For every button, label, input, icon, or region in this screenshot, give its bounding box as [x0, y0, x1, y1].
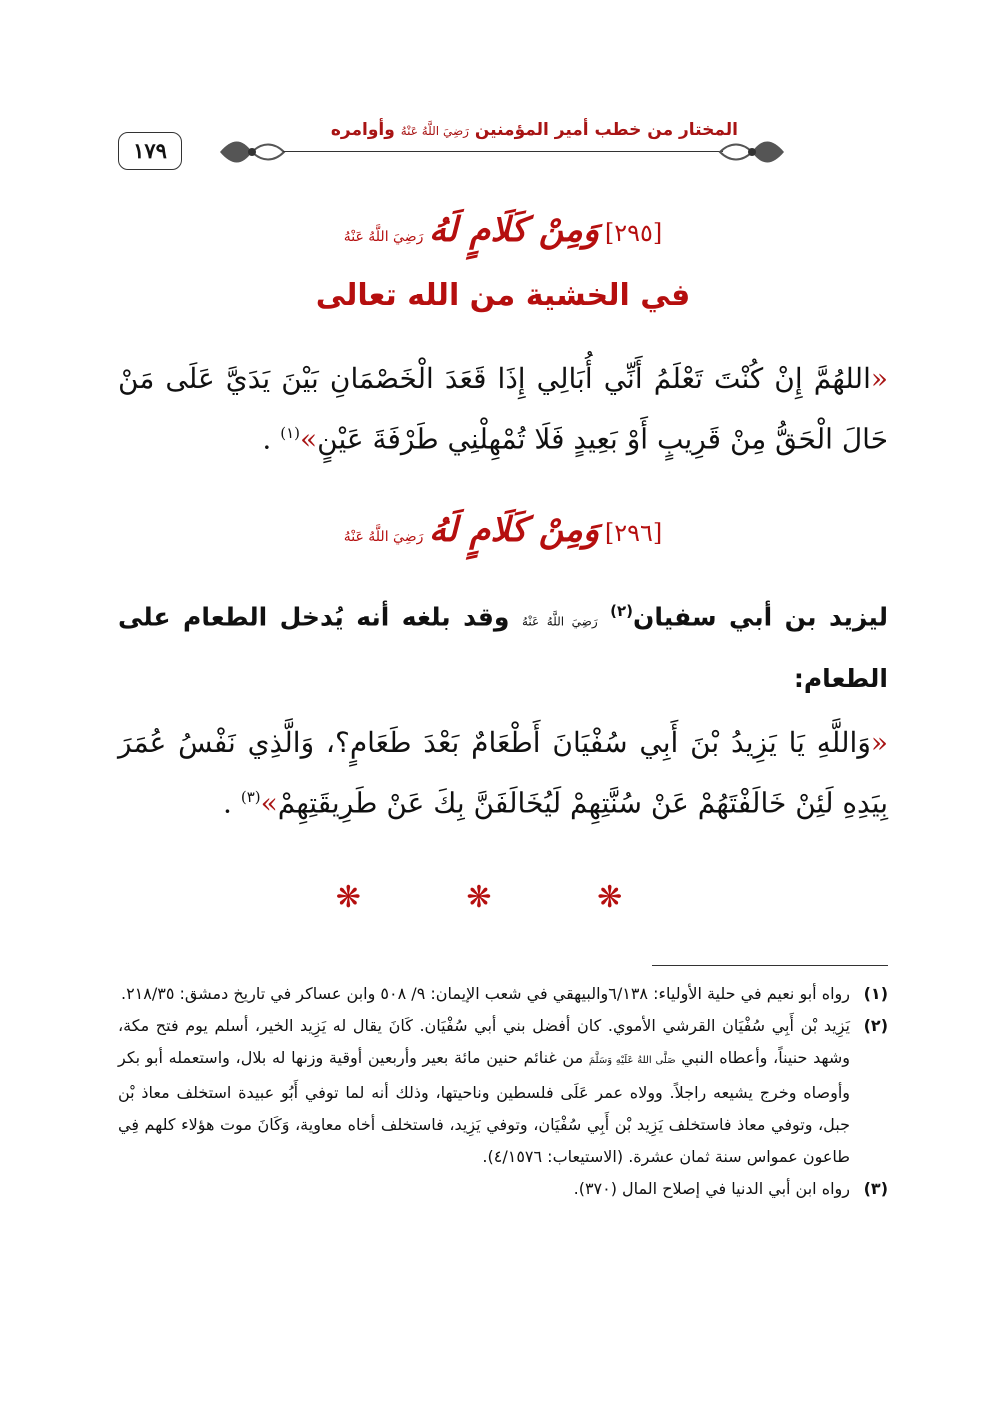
sentence-end: . [262, 422, 281, 456]
quote-close-mark: » [260, 786, 278, 820]
footnote-mark: (٢) [863, 1016, 888, 1035]
header-rule [283, 151, 723, 152]
intro-paragraph-296 [118, 582, 888, 708]
section-honorific: رَضِيَ اللَّهُ عَنْهُ [343, 229, 424, 245]
footnote-text-b: من غنائم حنين مائة بعير وأربعين أوقية وزنها له بلال، واستعمله أبو بكر وأوصاه وخرج يشيعه راجلاً. وولاه عمر عَلَى فلسطين وناحيتها، وذلك أنه لما توفي أَبُو عبيدة استخلف معاذ بْن جبل، وتوفي معاذ فاستخلف يَزِيد بْن أَبِي سُفْيَان، وتوفي يَزِيد، فاستخلف أخاه معاوية، وَكَانَ موت هؤلاء كلهم فِي طاعون عمواس سنة ثمان عشرة. (الاستيعاب: ٤/١٥٧٦). [118, 1048, 850, 1166]
section-number: [٢٩٥] [604, 219, 663, 247]
running-header [118, 118, 888, 196]
page-number: ١٧٩ [118, 132, 182, 170]
footnote-text [118, 1010, 850, 1173]
footnote-text: رواه ابن أبي الدنيا في إصلاح المال (٣٧٠). [573, 1179, 850, 1198]
quote-open-mark: « [870, 726, 888, 759]
footnote-item [118, 978, 888, 1010]
section-honorific: رَضِيَ اللَّهُ عَنْهُ [343, 529, 424, 545]
header-title-end: وأوامره [330, 120, 395, 140]
section-heading-text: وَمِنْ كَلَامٍ لَهُ [428, 510, 600, 550]
quote-close-mark: » [300, 422, 318, 456]
footnotes [118, 978, 888, 1205]
quote-text: وَاللَّهِ يَا يَزِيدُ بْنَ أَبِي سُفْيَانَ أَطْعَامٌ بَعْدَ طَعَامٍ؟، وَالَّذِي نَفْسُ عُمَرَ بِيَدِهِ لَئِنْ خَالَفْتَهُمْ عَنْ سُنَّتِهِمْ لَيُخَالَفَنَّ بِكَ عَنْ طَرِيقَتِهِمْ [118, 726, 888, 820]
quote-open-mark: « [870, 362, 888, 395]
quote-paragraph-295 [118, 352, 888, 466]
section-separator: ❋ ❋ ❋ [335, 880, 671, 915]
footnote-mark: (١) [863, 984, 888, 1003]
footnote-ref[interactable]: (٣) [240, 788, 261, 806]
footnote-text-a: يَزِيد بْن أَبِي سُفْيَان القرشي الأموي. كان أفضل بني أبي سُفْيَان. كَانَ يقال له يَزِيد الخير، أسلم يوم فتح مكة، وشهد حنيناً، وأعطاه النبي [118, 1016, 851, 1067]
intro-text-a: ليزيد بن أبي سفيان [633, 602, 888, 632]
footnote-item [118, 1010, 888, 1173]
right-ornament-icon [718, 136, 786, 168]
section-heading-text: وَمِنْ كَلَامٍ لَهُ [428, 210, 600, 250]
intro-honorific: رَضِيَ اللَّهُ عَنْهُ [521, 614, 598, 629]
header-title [331, 120, 738, 140]
section-heading-295 [118, 210, 888, 250]
footnote-ref[interactable]: (١) [280, 424, 301, 442]
left-ornament-icon [218, 136, 286, 168]
section-heading-296 [118, 510, 888, 550]
quote-paragraph-296 [118, 716, 888, 830]
header-title-text: المختار من خطب أمير المؤمنين [474, 120, 738, 140]
footnote-ref[interactable]: (٢) [610, 602, 634, 620]
footnote-mark: (٣) [863, 1179, 888, 1198]
sentence-end: . [223, 786, 241, 820]
footnote-rule [652, 965, 888, 966]
footnote-honorific: صَلَّى اللهُ عَلَيْهِ وَسَلَّمَ [588, 1055, 676, 1066]
intro-text-b: وقد بلغه أنه يُدخل الطعام على الطعام: [118, 602, 888, 694]
section-subheading: في الخشية من الله تعالى [315, 278, 691, 313]
footnote-text: رواه أبو نعيم في حلية الأولياء: ٦/١٣٨والبيهقي في شعب الإيمان: ٩/ ٥٠٨ وابن عساكر في تاريخ دمشق: ٢١٨/٣٥. [120, 984, 850, 1003]
section-number: [٢٩٦] [604, 519, 663, 547]
footnote-item [118, 1173, 888, 1205]
quote-text: اللهُمَّ إِنْ كُنْتَ تَعْلَمُ أَنِّي أُبَالِي إِذَا قَعَدَ الْخَصْمَانِ بَيْنَ يَدَيَّ عَلَى مَنْ حَالَ الْحَقُّ مِنْ قَرِيبٍ أَوْ بَعِيدٍ فَلَا تُمْهِلْنِي طَرْفَةَ عَيْنٍ [118, 362, 888, 456]
header-honorific: رَضِيَ اللَّهُ عَنْهُ [400, 124, 469, 138]
